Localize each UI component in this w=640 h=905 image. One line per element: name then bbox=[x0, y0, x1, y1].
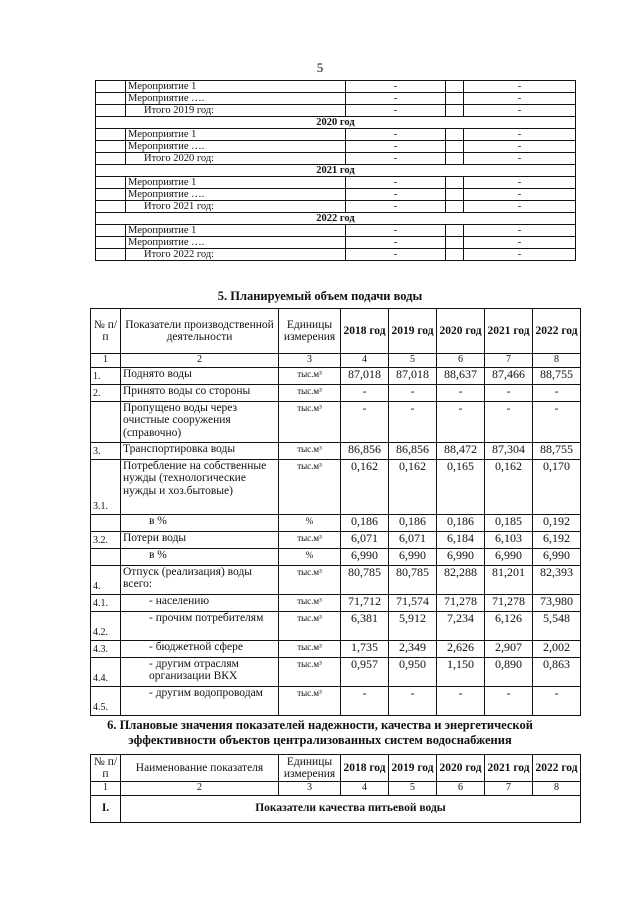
row-value: - bbox=[485, 384, 533, 401]
measure-label: Итого 2021 год: bbox=[126, 201, 346, 213]
row-unit: тыс.м³ bbox=[279, 459, 341, 514]
measure-label: Мероприятие …. bbox=[126, 237, 346, 249]
row-value: 0,162 bbox=[341, 459, 389, 514]
measure-spacer-cell bbox=[446, 105, 464, 117]
column-header: 2018 год bbox=[341, 755, 389, 782]
page-number: 5 bbox=[316, 60, 324, 75]
row-value: - bbox=[341, 401, 389, 442]
column-header: № п/п bbox=[91, 309, 121, 354]
row-number: 4.2. bbox=[91, 611, 121, 640]
measure-number-cell bbox=[96, 201, 126, 213]
measure-value-a: - bbox=[346, 177, 446, 189]
row-value: 71,712 bbox=[341, 594, 389, 611]
year-header-row bbox=[96, 213, 576, 225]
row-label: Поднято воды bbox=[121, 367, 279, 384]
measure-spacer-cell bbox=[446, 177, 464, 189]
row-value: 2,907 bbox=[485, 640, 533, 657]
column-number: 4 bbox=[341, 354, 389, 368]
column-header: 2019 год bbox=[389, 755, 437, 782]
measure-label: Мероприятие 1 bbox=[126, 129, 346, 141]
row-value: 0,170 bbox=[533, 459, 581, 514]
year-header-row bbox=[96, 165, 576, 177]
measure-value-b: - bbox=[464, 189, 576, 201]
row-value: 6,990 bbox=[485, 548, 533, 565]
measure-row bbox=[96, 93, 576, 105]
row-number: 4.3. bbox=[91, 640, 121, 657]
measure-label: Итого 2022 год: bbox=[126, 249, 346, 261]
row-value: 87,018 bbox=[341, 367, 389, 384]
column-number-row bbox=[91, 782, 581, 796]
measure-number-cell bbox=[96, 177, 126, 189]
measure-row bbox=[96, 105, 576, 117]
row-number bbox=[91, 401, 121, 442]
measure-spacer-cell bbox=[446, 249, 464, 261]
measure-spacer-cell bbox=[446, 189, 464, 201]
column-header: 2022 год bbox=[533, 755, 581, 782]
column-header: 2020 год bbox=[437, 309, 485, 354]
measure-value-a: - bbox=[346, 81, 446, 93]
measure-spacer-cell bbox=[446, 237, 464, 249]
row-label: - бюджетной сфере bbox=[121, 640, 279, 657]
measure-value-a: - bbox=[346, 237, 446, 249]
row-value: - bbox=[533, 686, 581, 715]
year-header: 2022 год bbox=[96, 213, 576, 225]
measure-value-b: - bbox=[464, 237, 576, 249]
row-unit: тыс.м³ bbox=[279, 657, 341, 686]
supply-row bbox=[91, 401, 581, 442]
measure-spacer-cell bbox=[446, 81, 464, 93]
row-label: Пропущено воды через очистные сооружения (справочно) bbox=[121, 401, 279, 442]
row-number: 3.1. bbox=[91, 459, 121, 514]
measure-row bbox=[96, 249, 576, 261]
section-row bbox=[91, 795, 581, 822]
measure-value-a: - bbox=[346, 225, 446, 237]
supply-row bbox=[91, 531, 581, 548]
measure-number-cell bbox=[96, 249, 126, 261]
measure-row bbox=[96, 153, 576, 165]
column-header: Показатели производственной деятельности bbox=[121, 309, 279, 354]
header-row bbox=[91, 309, 581, 354]
row-value: 1,150 bbox=[437, 657, 485, 686]
row-unit: % bbox=[279, 548, 341, 565]
row-value: - bbox=[389, 686, 437, 715]
column-header: № п/п bbox=[91, 755, 121, 782]
measure-value-a: - bbox=[346, 105, 446, 117]
measure-number-cell bbox=[96, 141, 126, 153]
row-value: - bbox=[485, 401, 533, 442]
column-number: 7 bbox=[485, 354, 533, 368]
measure-spacer-cell bbox=[446, 129, 464, 141]
row-value: 2,349 bbox=[389, 640, 437, 657]
supply-row bbox=[91, 657, 581, 686]
row-value: - bbox=[389, 384, 437, 401]
row-value: 7,234 bbox=[437, 611, 485, 640]
row-unit: тыс.м³ bbox=[279, 401, 341, 442]
measure-label: Мероприятие …. bbox=[126, 93, 346, 105]
row-value: 71,574 bbox=[389, 594, 437, 611]
measure-value-a: - bbox=[346, 141, 446, 153]
supply-row bbox=[91, 640, 581, 657]
measure-label: Мероприятие 1 bbox=[126, 225, 346, 237]
row-value: 6,381 bbox=[341, 611, 389, 640]
row-label: - другим водопроводам bbox=[121, 686, 279, 715]
row-label: - прочим потребителям bbox=[121, 611, 279, 640]
measure-spacer-cell bbox=[446, 225, 464, 237]
measure-value-b: - bbox=[464, 81, 576, 93]
row-value: 0,957 bbox=[341, 657, 389, 686]
section-6-title-line-1: 6. Плановые значения показателей надежности, качества и энергетической bbox=[107, 718, 533, 732]
measure-number-cell bbox=[96, 105, 126, 117]
row-value: 6,990 bbox=[533, 548, 581, 565]
measure-number-cell bbox=[96, 93, 126, 105]
row-value: 6,990 bbox=[437, 548, 485, 565]
row-value: 88,755 bbox=[533, 367, 581, 384]
measure-value-a: - bbox=[346, 153, 446, 165]
row-value: 5,912 bbox=[389, 611, 437, 640]
measure-label: Итого 2019 год: bbox=[126, 105, 346, 117]
column-number: 6 bbox=[437, 782, 485, 796]
measure-number-cell bbox=[96, 129, 126, 141]
measure-label: Мероприятие …. bbox=[126, 141, 346, 153]
row-value: 71,278 bbox=[485, 594, 533, 611]
row-label: Транспортировка воды bbox=[121, 442, 279, 459]
row-number: 4.4. bbox=[91, 657, 121, 686]
row-value: 88,637 bbox=[437, 367, 485, 384]
row-value: 0,186 bbox=[389, 514, 437, 531]
row-number: 3.2. bbox=[91, 531, 121, 548]
row-label: Потребление на собственные нужды (технологические нужды и хоз.бытовые) bbox=[121, 459, 279, 514]
row-value: 0,186 bbox=[341, 514, 389, 531]
section-6-title-line-2: эффективности объектов централизованных систем водоснабжения bbox=[128, 733, 512, 747]
measure-number-cell bbox=[96, 81, 126, 93]
measure-number-cell bbox=[96, 237, 126, 249]
measure-row bbox=[96, 225, 576, 237]
supply-row bbox=[91, 565, 581, 594]
row-unit: тыс.м³ bbox=[279, 640, 341, 657]
row-number bbox=[91, 514, 121, 531]
column-number: 5 bbox=[389, 354, 437, 368]
row-value: 6,126 bbox=[485, 611, 533, 640]
row-value: 0,162 bbox=[485, 459, 533, 514]
row-value: 0,185 bbox=[485, 514, 533, 531]
header-row bbox=[91, 755, 581, 782]
measure-value-a: - bbox=[346, 93, 446, 105]
row-unit: тыс.м³ bbox=[279, 531, 341, 548]
row-label: в % bbox=[121, 514, 279, 531]
year-header-row bbox=[96, 117, 576, 129]
supply-row bbox=[91, 367, 581, 384]
measure-spacer-cell bbox=[446, 201, 464, 213]
column-number: 8 bbox=[533, 782, 581, 796]
column-header: Наименование показателя bbox=[121, 755, 279, 782]
row-number: 2. bbox=[91, 384, 121, 401]
row-number: 4.1. bbox=[91, 594, 121, 611]
row-value: 88,472 bbox=[437, 442, 485, 459]
row-value: 6,184 bbox=[437, 531, 485, 548]
column-header: 2021 год bbox=[485, 755, 533, 782]
column-header: 2020 год bbox=[437, 755, 485, 782]
column-header: Единицы измерения bbox=[279, 309, 341, 354]
year-header: 2021 год bbox=[96, 165, 576, 177]
measure-value-a: - bbox=[346, 201, 446, 213]
measure-number-cell bbox=[96, 153, 126, 165]
measure-row bbox=[96, 201, 576, 213]
measure-value-b: - bbox=[464, 153, 576, 165]
column-number: 7 bbox=[485, 782, 533, 796]
supply-row bbox=[91, 514, 581, 531]
column-number: 2 bbox=[121, 782, 279, 796]
measure-value-b: - bbox=[464, 249, 576, 261]
supply-row bbox=[91, 686, 581, 715]
measure-label: Мероприятие 1 bbox=[126, 177, 346, 189]
row-value: 0,186 bbox=[437, 514, 485, 531]
column-header: 2022 год bbox=[533, 309, 581, 354]
row-value: 6,192 bbox=[533, 531, 581, 548]
measure-value-b: - bbox=[464, 93, 576, 105]
row-label: Отпуск (реализация) воды всего: bbox=[121, 565, 279, 594]
row-value: 80,785 bbox=[389, 565, 437, 594]
row-unit: тыс.м³ bbox=[279, 594, 341, 611]
row-label: Принято воды со стороны bbox=[121, 384, 279, 401]
measure-value-a: - bbox=[346, 129, 446, 141]
measure-number-cell bbox=[96, 189, 126, 201]
measure-value-b: - bbox=[464, 129, 576, 141]
supply-row bbox=[91, 442, 581, 459]
row-value: - bbox=[341, 686, 389, 715]
section-label: Показатели качества питьевой воды bbox=[121, 795, 581, 822]
column-number: 5 bbox=[389, 782, 437, 796]
measures-table bbox=[95, 80, 576, 261]
measure-value-b: - bbox=[464, 105, 576, 117]
measure-label: Мероприятие …. bbox=[126, 189, 346, 201]
row-value: 82,288 bbox=[437, 565, 485, 594]
row-label: в % bbox=[121, 548, 279, 565]
row-unit: тыс.м³ bbox=[279, 384, 341, 401]
row-value: 88,755 bbox=[533, 442, 581, 459]
column-number: 4 bbox=[341, 782, 389, 796]
row-value: 71,278 bbox=[437, 594, 485, 611]
row-value: 6,071 bbox=[389, 531, 437, 548]
row-value: 0,863 bbox=[533, 657, 581, 686]
measure-value-b: - bbox=[464, 225, 576, 237]
column-number: 1 bbox=[91, 354, 121, 368]
row-value: 6,071 bbox=[341, 531, 389, 548]
measure-spacer-cell bbox=[446, 93, 464, 105]
row-number: 3. bbox=[91, 442, 121, 459]
indicators-table bbox=[90, 754, 581, 823]
row-value: - bbox=[389, 401, 437, 442]
row-value: - bbox=[533, 401, 581, 442]
row-value: 0,165 bbox=[437, 459, 485, 514]
row-unit: % bbox=[279, 514, 341, 531]
row-unit: тыс.м³ bbox=[279, 611, 341, 640]
row-unit: тыс.м³ bbox=[279, 442, 341, 459]
water-supply-table bbox=[90, 308, 581, 716]
row-value: 0,950 bbox=[389, 657, 437, 686]
section-5-title: 5. Планируемый объем подачи воды bbox=[217, 289, 423, 303]
row-value: 2,626 bbox=[437, 640, 485, 657]
row-number: 4.5. bbox=[91, 686, 121, 715]
section-number: I. bbox=[91, 795, 121, 822]
supply-row bbox=[91, 459, 581, 514]
column-number: 3 bbox=[279, 782, 341, 796]
row-value: 87,018 bbox=[389, 367, 437, 384]
row-unit: тыс.м³ bbox=[279, 367, 341, 384]
row-value: - bbox=[485, 686, 533, 715]
measure-label: Мероприятие 1 bbox=[126, 81, 346, 93]
column-number-row bbox=[91, 354, 581, 368]
column-number: 2 bbox=[121, 354, 279, 368]
measure-row bbox=[96, 129, 576, 141]
row-value: - bbox=[341, 384, 389, 401]
measure-value-a: - bbox=[346, 189, 446, 201]
row-value: - bbox=[437, 384, 485, 401]
measure-value-b: - bbox=[464, 141, 576, 153]
row-value: 6,990 bbox=[389, 548, 437, 565]
measure-row bbox=[96, 189, 576, 201]
row-label: Потери воды bbox=[121, 531, 279, 548]
measure-spacer-cell bbox=[446, 141, 464, 153]
measure-label: Итого 2020 год: bbox=[126, 153, 346, 165]
row-value: 81,201 bbox=[485, 565, 533, 594]
column-number: 6 bbox=[437, 354, 485, 368]
row-value: 87,304 bbox=[485, 442, 533, 459]
row-value: - bbox=[437, 401, 485, 442]
measure-row bbox=[96, 81, 576, 93]
row-value: - bbox=[533, 384, 581, 401]
row-value: 6,990 bbox=[341, 548, 389, 565]
row-value: 82,393 bbox=[533, 565, 581, 594]
row-value: 0,162 bbox=[389, 459, 437, 514]
row-number bbox=[91, 548, 121, 565]
measure-row bbox=[96, 177, 576, 189]
column-number: 8 bbox=[533, 354, 581, 368]
column-number: 1 bbox=[91, 782, 121, 796]
supply-row bbox=[91, 611, 581, 640]
measure-value-b: - bbox=[464, 177, 576, 189]
supply-row bbox=[91, 384, 581, 401]
row-label: - другим отраслям организации ВКХ bbox=[121, 657, 279, 686]
measure-value-b: - bbox=[464, 201, 576, 213]
year-header: 2020 год bbox=[96, 117, 576, 129]
row-number: 1. bbox=[91, 367, 121, 384]
column-header: 2021 год bbox=[485, 309, 533, 354]
row-value: 86,856 bbox=[389, 442, 437, 459]
measure-row bbox=[96, 237, 576, 249]
column-header: Единицы измерения bbox=[279, 755, 341, 782]
row-number: 4. bbox=[91, 565, 121, 594]
row-value: 86,856 bbox=[341, 442, 389, 459]
row-unit: тыс.м³ bbox=[279, 565, 341, 594]
measure-value-a: - bbox=[346, 249, 446, 261]
measure-number-cell bbox=[96, 225, 126, 237]
column-header: 2019 год bbox=[389, 309, 437, 354]
row-value: 73,980 bbox=[533, 594, 581, 611]
row-value: 5,548 bbox=[533, 611, 581, 640]
supply-row bbox=[91, 548, 581, 565]
row-value: 2,002 bbox=[533, 640, 581, 657]
row-label: - населению bbox=[121, 594, 279, 611]
measure-spacer-cell bbox=[446, 153, 464, 165]
row-value: 87,466 bbox=[485, 367, 533, 384]
column-number: 3 bbox=[279, 354, 341, 368]
supply-row bbox=[91, 594, 581, 611]
column-header: 2018 год bbox=[341, 309, 389, 354]
row-value: - bbox=[437, 686, 485, 715]
row-value: 1,735 bbox=[341, 640, 389, 657]
row-value: 80,785 bbox=[341, 565, 389, 594]
row-value: 0,192 bbox=[533, 514, 581, 531]
measure-row bbox=[96, 141, 576, 153]
row-value: 6,103 bbox=[485, 531, 533, 548]
row-value: 0,890 bbox=[485, 657, 533, 686]
row-unit: тыс.м³ bbox=[279, 686, 341, 715]
